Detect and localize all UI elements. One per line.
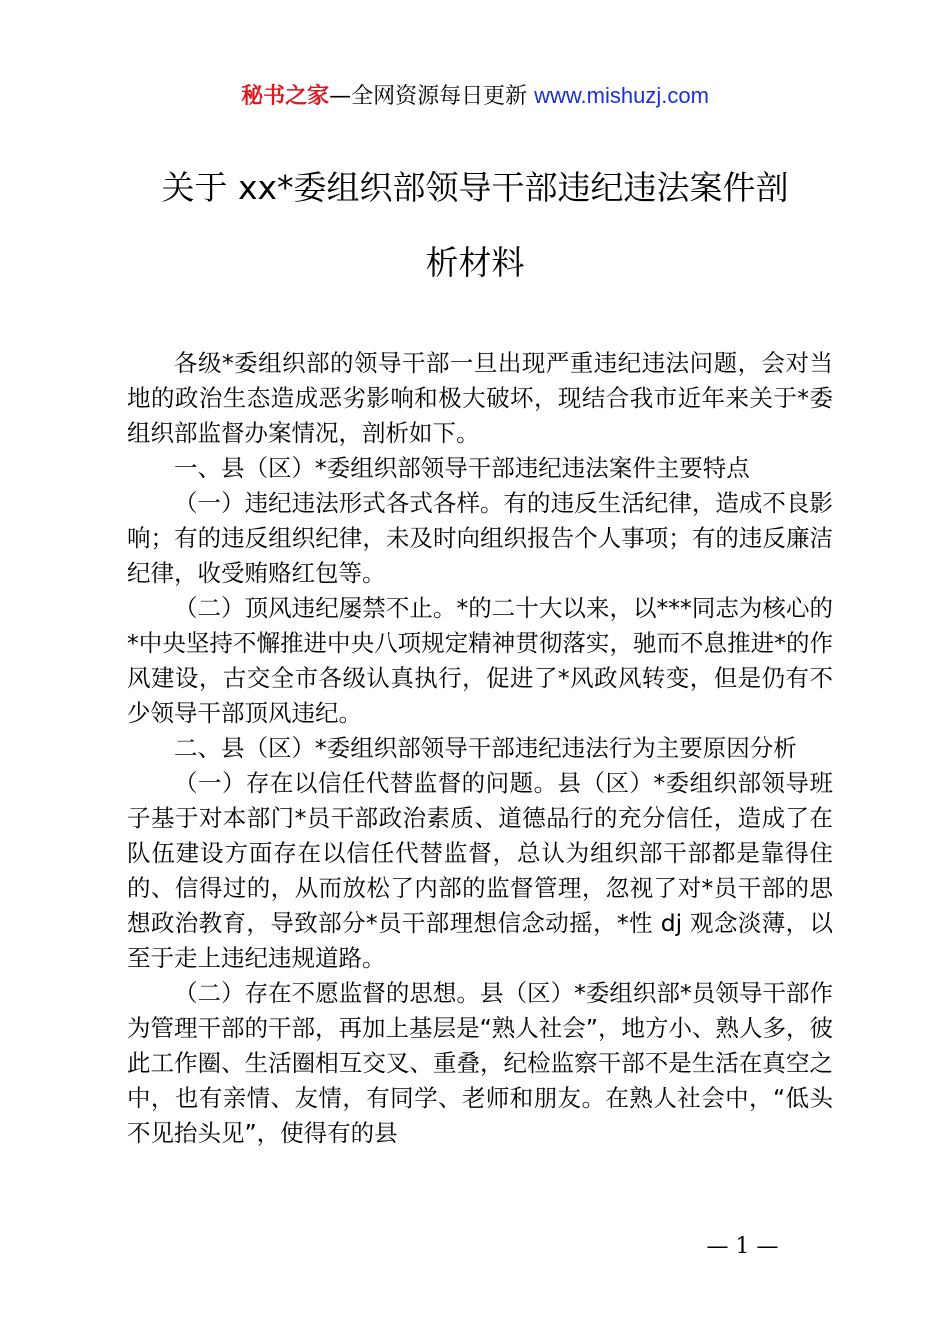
section-heading-1: 一、县（区）*委组织部领导干部违纪违法案件主要特点 [174,454,750,482]
brand-slogan: —全网资源每日更新 [329,84,535,109]
body-paragraph: （二）存在不愿监督的思想。县（区）*委组织部*员领导干部作为管理干部的干部，再加上基层是“熟人社会”，地方小、熟人多，彼此工作圈、生活圈相互交叉、重叠，纪检监察干部不是生活在真空之中，也有亲情、友情，有同学、老师和朋友。在熟人社会中，“低头不见抬头见”，使得有的县 [127,979,833,1147]
site-banner [0,80,950,113]
document-title-line-1: 关于 xx*委组织部领导干部违纪违法案件剖 [161,168,789,207]
section-heading-2: 二、县（区）*委组织部领导干部违纪违法行为主要原因分析 [174,734,797,762]
document-title [120,160,830,290]
document-body [127,346,833,1151]
brand-name: 秘书之家 [241,84,330,109]
intro-paragraph: 各级*委组织部的领导干部一旦出现严重违纪违法问题，会对当地的政治生态造成恶劣影响和极大破坏，现结合我市近年来关于*委组织部监督办案情况，剖析如下。 [127,349,833,447]
body-paragraph: （一）存在以信任代替监督的问题。县（区）*委组织部领导班子基于对本部门*员干部政治素质、道德品行的充分信任，造成了在队伍建设方面存在以信任代替监督，总认为组织部干部都是靠得住的、信得过的，从而放松了内部的监督管理，忽视了对*员干部的思想政治教育，导致部分*员干部理想信念动摇，*性 dj 观念淡薄，以至于走上违纪违规道路。 [127,769,833,972]
site-url-link[interactable]: www.mishuzj.com [534,83,709,108]
body-paragraph: （一）违纪违法形式各式各样。有的违反生活纪律，造成不良影响；有的违反组织纪律，未及时向组织报告个人事项；有的违反廉洁纪律，收受贿赂红包等。 [127,489,833,587]
document-title-line-2: 析材料 [425,243,525,282]
page-number: — 1 — [706,1234,779,1259]
body-paragraph: （二）顶风违纪屡禁不止。*的二十大以来，以***同志为核心的*中央坚持不懈推进中央八项规定精神贯彻落实，驰而不息推进*的作风建设，古交全市各级认真执行，促进了*风政风转变，但是仍有不少领导干部顶风违纪。 [127,594,833,727]
